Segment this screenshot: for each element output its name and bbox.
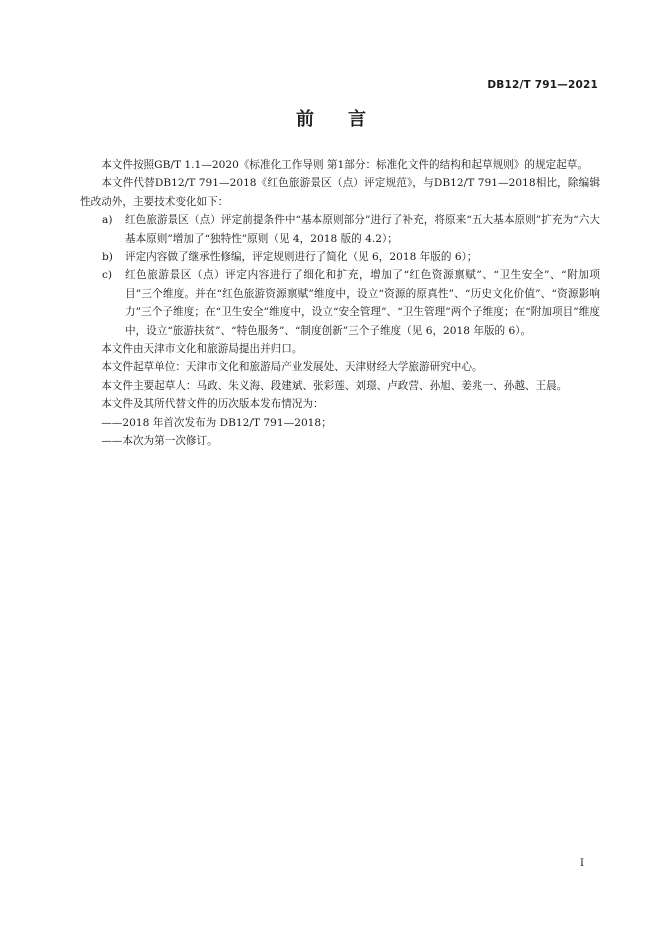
list-item-text: 红色旅游景区（点）评定前提条件中“基本原则部分”进行了补充，将原来“五大基本原则”扩充为“六大基本原则”增加了“独特性”原则（见 4，2018 版的 4.2）； — [125, 214, 600, 245]
history-intro-paragraph: 本文件及其所代替文件的历次版本发布情况为： — [101, 398, 324, 411]
list-marker: c) — [102, 269, 113, 282]
replacement-paragraph: 本文件代替DB12/T 791—2018《红色旅游景区（点）评定规范》，与DB12/T 791—2018相比，除编辑性改动外，主要技术变化如下： — [80, 177, 600, 208]
document-code: DB12/T 791—2021 — [487, 79, 598, 91]
list-item-text: 评定内容做了继承性修编，评定规则进行了简化（见 6，2018 年版的 6）； — [125, 251, 478, 264]
page-number: I — [580, 858, 584, 869]
list-item — [80, 211, 600, 248]
drafters-paragraph: 本文件主要起草人：马政、朱义海、段建斌、张彩莲、刘璟、卢政营、孙旭、姜兆一、孙越、王晨。 — [101, 379, 568, 392]
list-item — [80, 248, 600, 266]
proposer-paragraph: 本文件由天津市文化和旅游局提出并归口。 — [101, 343, 303, 356]
list-marker: a) — [102, 214, 113, 227]
list-item — [80, 266, 600, 340]
list-item-text: 红色旅游景区（点）评定内容进行了细化和扩充，增加了“红色资源禀赋”、“卫生安全”、“附加项目”三个维度。并在“红色旅游资源禀赋”维度中，设立“资源的原真性”、“历史文化价值”、“资源影响力”三个子维度；在“卫生安全”维度中，设立“安全管理”、“卫生管理”两个子维度；在“附加项目”维度中，设立“旅游扶贫”、“特色服务”、“制度创新”三个子维度（见 6，2018 年版的 6）。 — [125, 269, 600, 337]
drafting-basis-paragraph: 本文件按照GB/T 1.1—2020《标准化工作导则 第1部分：标准化文件的结构和起草规则》的规定起草。 — [101, 159, 588, 171]
foreword-body — [80, 156, 600, 451]
history-line: ——本次为第一次修订。 — [101, 435, 218, 448]
history-line: ——2018 年首次发布为 DB12/T 791—2018； — [101, 416, 332, 429]
list-marker: b) — [102, 251, 113, 264]
drafting-units-paragraph: 本文件起草单位：天津市文化和旅游局产业发展处、天津财经大学旅游研究中心。 — [101, 361, 483, 374]
page-title: 前言 — [296, 109, 400, 130]
